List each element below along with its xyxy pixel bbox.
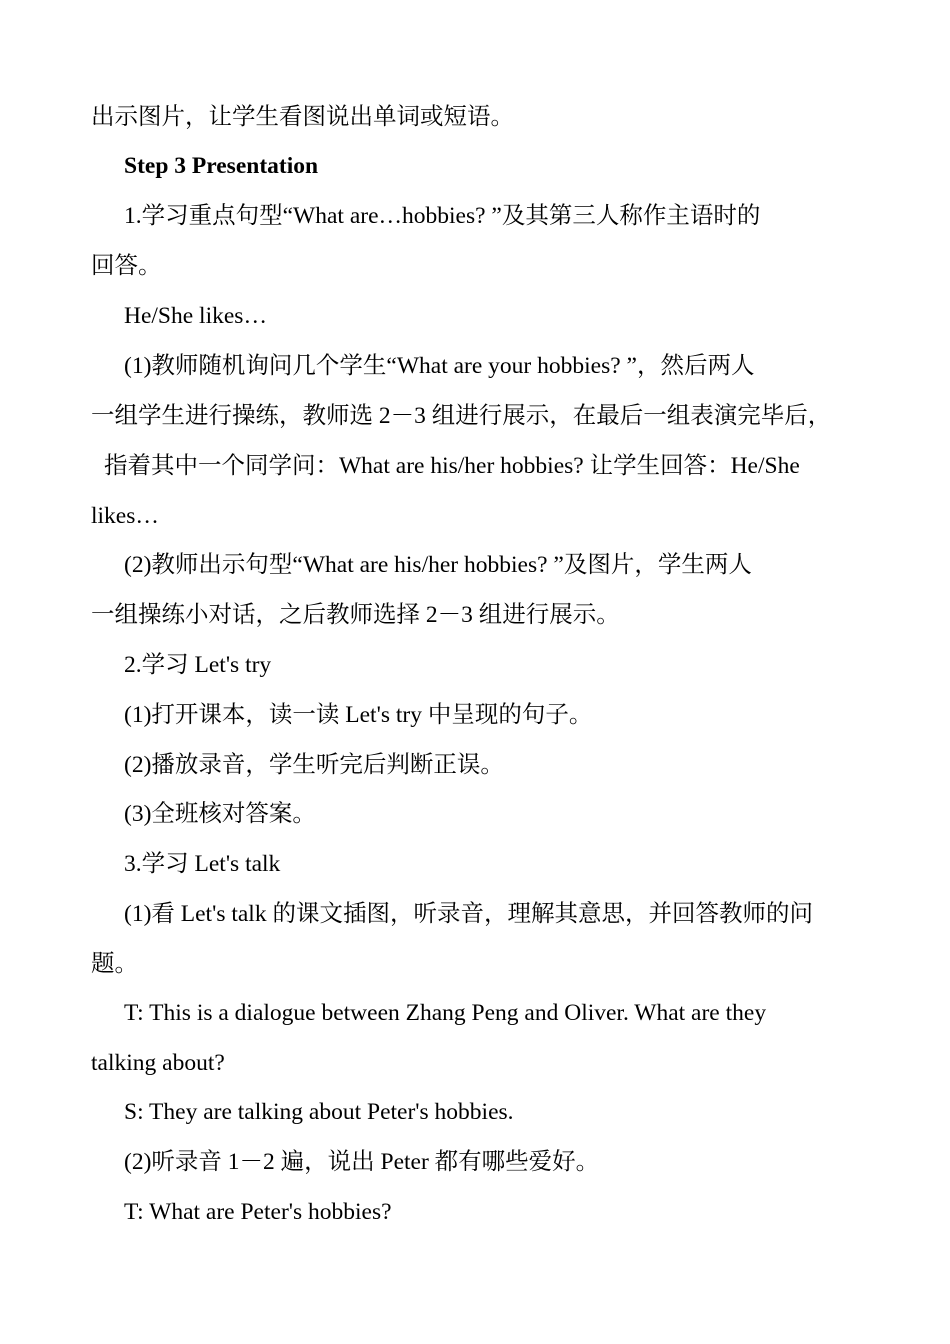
text-line-20: talking about? [91, 1050, 225, 1076]
text-line-7: 一组学生进行操练，教师选 2－3 组进行展示，在最后一组表演完毕后， [91, 403, 832, 429]
text-line-12: 2.学习 Let's try [124, 652, 272, 678]
text-line-17: (1)看 Let's talk 的课文插图，听录音，理解其意思，并回答教师的问 [124, 901, 813, 927]
text-line-16: 3.学习 Let's talk [124, 851, 281, 877]
text-line-21: S: They are talking about Peter's hobbies. [124, 1099, 514, 1125]
text-line-14: (2)播放录音，学生听完后判断正误。 [124, 752, 504, 778]
text-line-8: 指着其中一个同学问：What are his/her hobbies? 让学生回答：He/She [104, 453, 800, 479]
text-line-10: (2)教师出示句型“What are his/her hobbies? ”及图片，学生两人 [124, 552, 752, 578]
text-line-5: He/She likes… [124, 303, 267, 329]
text-line-11: 一组操练小对话，之后教师选择 2－3 组进行展示。 [91, 602, 620, 628]
text-line-13: (1)打开课本，读一读 Let's try 中呈现的句子。 [124, 702, 593, 728]
text-line-15: (3)全班核对答案。 [124, 801, 316, 827]
text-line-1: 出示图片，让学生看图说出单词或短语。 [91, 104, 514, 130]
section-heading: Step 3 Presentation [124, 153, 319, 179]
text-line-3: 1.学习重点句型“What are…hobbies? ”及其第三人称作主语时的 [124, 203, 761, 229]
text-line-9: likes… [91, 503, 159, 529]
text-line-6: (1)教师随机询问几个学生“What are your hobbies? ”，然后两人 [124, 353, 755, 379]
text-line-4: 回答。 [91, 253, 162, 279]
text-line-18: 题。 [91, 951, 138, 977]
text-line-23: T: What are Peter's hobbies? [124, 1199, 392, 1225]
text-line-22: (2)听录音 1－2 遍，说出 Peter 都有哪些爱好。 [124, 1149, 600, 1175]
text-line-19: T: This is a dialogue between Zhang Peng and Oliver. What are they [124, 1000, 767, 1026]
